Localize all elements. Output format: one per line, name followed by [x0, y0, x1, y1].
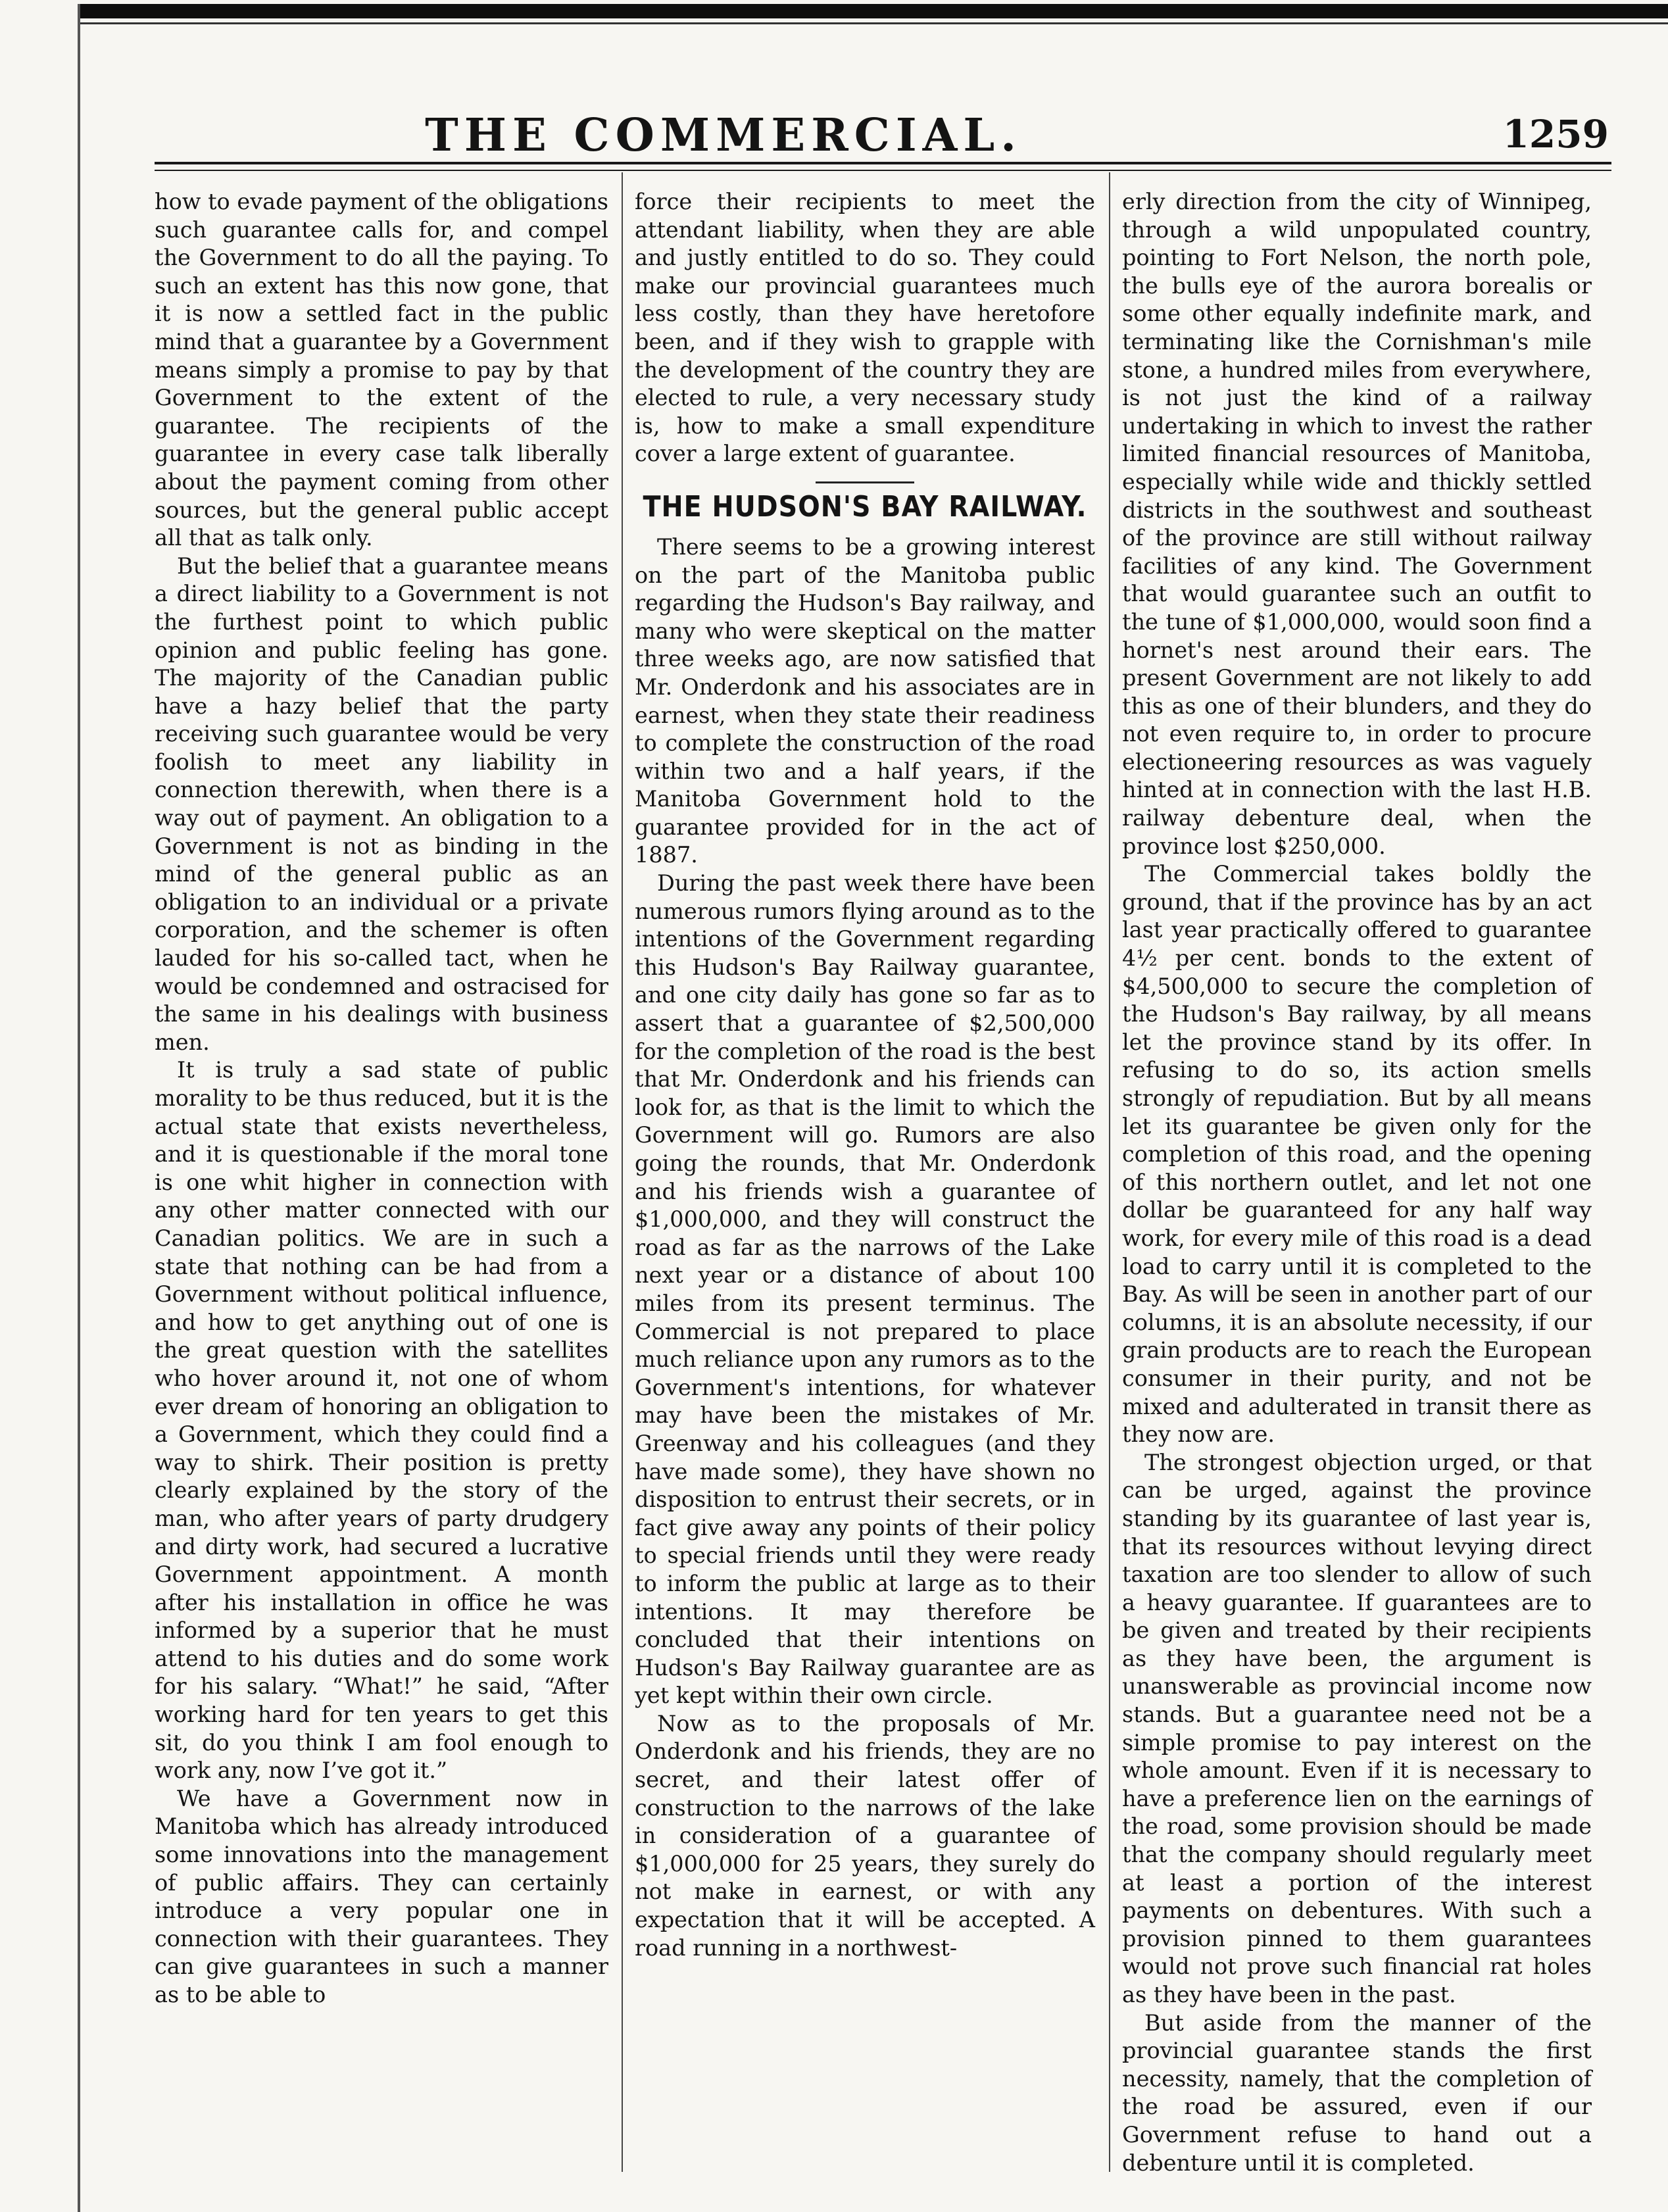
column-3 — [1122, 188, 1592, 2177]
col3-paragraph-1: erly direction from the city of Winnipeg, through a wild unpopulated country, pointing to Fort Nelson, the north pole, the bulls eye of the aurora borealis or some other equally indefinite mark, and terminating like the Cornishman's mile stone, a hundred miles from everywhere, is not just the kind of a railway undertaking in which to invest the rather limited financial resources of Manitoba, especially while wide and thickly settled districts in the southwest and southeast of the province are still without railway facilities of any kind. The Government that would guarantee such an outfit to the tune of $1,000,000, would soon find a hornet's nest around their ears. The present Government are not likely to add this as one of their blunders, and they do not even require to, in order to procure electioneering resources as was vaguely hinted at in connection with the last H.B. railway debenture deal, when the province lost $250,000. — [1122, 189, 1592, 859]
col3-paragraph-4: But aside from the manner of the provincial guarantee stands the first necessity, namely, that the completion of the road be assured, even if our Government refuse to hand out a debenture until it is completed. — [1122, 2009, 1592, 2176]
col1-paragraph-2: But the belief that a guarantee means a direct liability to a Government is not the furthest point to which public opinion and public feeling has gone. The majority of the Canadian public have a hazy belief that the party receiving such guarantee would be very foolish to meet any liability in connection therewith, when there is a way out of payment. An obligation to a Government is not as binding in the mind of the general public as an obligation to an individual or a private corporation, and the schemer is often lauded for his so-called tact, when he would be condemned and ostracised for the same in his dealings with business men. — [155, 553, 608, 1055]
column-divider-2 — [1109, 172, 1110, 2172]
column-2 — [635, 188, 1095, 1962]
header-rule — [155, 162, 1611, 164]
col2-paragraph-2: During the past week there have been numerous rumors flying around as to the intentions of the Government regarding this Hudson's Bay Railway guarantee, and one city daily has gone so far as to assert that a guarantee of $2,500,000 for the completion of the road is the best that Mr. Onderdonk and his friends can look for, as that is the limit to which the Government will go. Rumors are also going the rounds, that Mr. Onderdonk and his friends wish a guarantee of $1,000,000, and they will construct the road as far as the narrows of the Lake next year or a distance of about 100 miles from its present terminus. The Commercial is not prepared to place much reliance upon any rumors as to the Government's intentions, for whatever may have been the mistakes of Mr. Greenway and his colleagues (and they have made some), they have shown no disposition to entrust their secrets, or in fact give away any points of their policy to special friends until they were ready to inform the public at large as to their intentions. It may therefore be concluded that their intentions on Hudson's Bay Railway guarantee are as yet kept within their own circle. — [635, 870, 1095, 1709]
page-number: 1259 — [1502, 112, 1609, 157]
top-border-rule — [78, 4, 1668, 18]
column-1 — [155, 188, 608, 2009]
col1-paragraph-3: It is truly a sad state of public morality to be thus reduced, but it is the actual state that exists nevertheless, and it is questionable if the moral tone is one whit higher in connection with any other matter connected with our Canadian politics. We are in such a state that nothing can be had from a Government without political influence, and how to get anything out of one is the great question with the satellites who hover around it, not one of whom ever dream of honoring an obligation to a Government, which they could find a way to shirk. Their position is pretty clearly explained by the story of the man, who after years of party drudgery and dirty work, had secured a lucrative Government appointment. A month after his installation in office he was informed by a superior that he must attend to his duties and do some work for his salary. “What!” he said, “After working hard for ten years to get this sit, do you think I am fool enough to work any, now I’ve got it.” — [155, 1057, 608, 1784]
header-rule-thin — [155, 170, 1611, 171]
top-border-thin-rule — [78, 22, 1668, 24]
column-divider-1 — [622, 172, 623, 2172]
col3-paragraph-3: The strongest objection urged, or that can be urged, against the province standing by its guarantee of last year is, that its resources without levying direct taxation are too slender to allow of such a heavy guarantee. If guarantees are to be given and treated by their recipients as they have been, the argument is unanswerable as provincial income now stands. But a guarantee need not be a simple promise to pay interest on the whole amount. Even if it is necessary to have a preference lien on the earnings of the road, some provision should be made that the company should regularly meet at least a portion of the interest payments on debentures. With such a provision pinned to them guarantees would not prove such financial rat holes as they have been in the past. — [1122, 1449, 1592, 2007]
col3-paragraph-2: The Commercial takes boldly the ground, that if the province has by an act last year practically offered to guarantee 4½ per cent. bonds to the extent of $4,500,000 to secure the completion of the Hudson's Bay railway, by all means let the province stand by its offer. In refusing to do so, its action smells strongly of repudiation. But by all means let its guarantee be given only for the completion of this road, and the opening of this northern outlet, and let not one dollar be guaranteed for any half way work, for every mile of this road is a dead load to carry until it is completed to the Bay. As will be seen in another part of our columns, it is an absolute necessity, if our grain products are to reach the European consumer in their purity, and not be mixed and adulterated in transit there as they now are. — [1122, 861, 1592, 1448]
left-page-edge — [78, 4, 80, 2212]
col2-paragraph-1: There seems to be a growing interest on the part of the Manitoba public regarding the Hudson's Bay railway, and many who were skeptical on the matter three weeks ago, are now satisfied that Mr. Onderdonk and his associates are in earnest, when they state their readiness to complete the construction of the road within two and a half years, if the Manitoba Government hold to the guarantee provided for in the act of 1887. — [635, 533, 1095, 868]
col2-paragraph-0: force their recipients to meet the attendant liability, when they are able and justly entitled to do so. They could make our provincial guarantees much less costly, than they have heretofore been, and if they wish to grapple with the development of the country they are elected to rule, a very necessary study is, how to make a small expenditure cover a large extent of guarantee. — [635, 189, 1095, 467]
masthead-title: THE COMMERCIAL. — [425, 109, 1022, 162]
col2-paragraph-3: Now as to the proposals of Mr. Onderdonk and his friends, they are no secret, and their latest offer of construction to the narrows of the lake in consideration of a guarantee of $1,000,000 for 25 years, they surely do not make in earnest, or with any expectation that it will be accepted. A road running in a northwest- — [635, 1710, 1095, 1961]
col1-paragraph-4: We have a Government now in Manitoba which has already introduced some innovations into the management of public affairs. They can certainly introduce a very popular one in connection with their guarantees. They can give guarantees in such a manner as to be able to — [155, 1785, 608, 2007]
col1-paragraph-1: how to evade payment of the obligations such guarantee calls for, and compel the Government to do all the paying. To such an extent has this now gone, that it is now a settled fact in the public mind that a guarantee by a Government means simply a promise to pay by that Government to the extent of the guarantee. The recipients of the guarantee in every case talk liberally about the payment coming from other sources, but the general public accept all that as talk only. — [155, 189, 608, 551]
headline-rule — [816, 481, 914, 483]
article-headline: THE HUDSON'S BAY RAILWAY. — [643, 489, 1087, 524]
